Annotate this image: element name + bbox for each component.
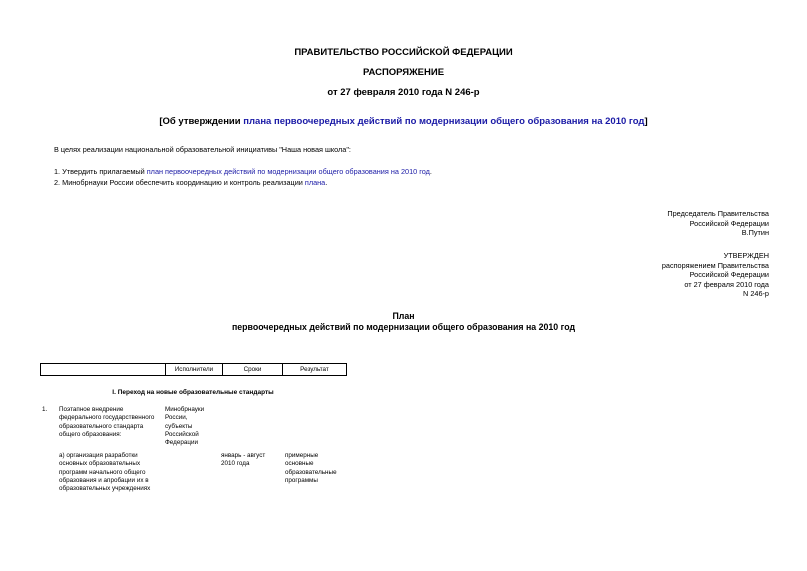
- subject-link[interactable]: плана первоочередных действий по модернизации общего образования на 2010 год: [243, 116, 645, 127]
- subrow-term-line: январь - август: [221, 452, 266, 459]
- list-item: [54, 178, 327, 188]
- row-executor-line: Российской: [165, 430, 199, 438]
- government-title: ПРАВИТЕЛЬСТВО РОССИЙСКОЙ ФЕДЕРАЦИИ: [294, 47, 513, 58]
- subrow-action-line: образования и апробации их в: [59, 476, 149, 484]
- subrow-action: [59, 452, 163, 493]
- subrow-action-line: а) организация разработки: [59, 452, 138, 459]
- subrow-result-line: примерные: [285, 452, 319, 459]
- approval-line: Российской Федерации: [689, 270, 769, 280]
- column-header-empty: [41, 364, 166, 376]
- item-1-suffix: .: [429, 167, 432, 176]
- row-executor: [165, 406, 221, 447]
- item-1-prefix: 1. Утвердить прилагаемый: [54, 167, 147, 176]
- list-item: [54, 167, 432, 177]
- row-executor-line: Минобрнауки: [165, 406, 205, 413]
- section-title: I. Переход на новые образовательные стандарты: [112, 389, 274, 396]
- signature-block: [667, 209, 769, 238]
- approval-line: от 27 февраля 2010 года: [684, 279, 769, 289]
- subrow-action-line: образовательных учреждениях: [59, 485, 151, 493]
- row-executor-line: Федерации: [165, 439, 198, 447]
- plan-title: План: [392, 311, 415, 321]
- subject-suffix: ]: [644, 116, 648, 127]
- document-subject: [0, 116, 807, 127]
- document-date-number: от 27 февраля 2010 года N 246-р: [327, 87, 480, 98]
- signature-line: Российской Федерации: [689, 218, 769, 228]
- plan-link[interactable]: план первоочередных действий по модернизации общего образования на 2010 год: [146, 167, 430, 176]
- approval-line: N 246-р: [743, 289, 769, 299]
- item-2-suffix: .: [325, 178, 328, 187]
- row-executor-line: России,: [165, 414, 188, 422]
- subrow-action-line: программ начального общего: [59, 468, 146, 476]
- subrow-result-line: основные: [285, 460, 314, 468]
- row-executor-line: субъекты: [165, 422, 193, 430]
- row-action-line: образовательного стандарта: [59, 422, 144, 430]
- subrow-action-line: основных образовательных: [59, 460, 141, 468]
- column-header-terms: Сроки: [223, 364, 283, 376]
- subrow-term: [221, 452, 281, 469]
- plan-subtitle: первоочередных действий по модернизации общего образования на 2010 год: [231, 322, 576, 332]
- subrow-result: [285, 452, 347, 485]
- row-action-line: федерального государственного: [59, 414, 155, 422]
- column-header-result: Результат: [283, 364, 347, 376]
- document-type: РАСПОРЯЖЕНИЕ: [362, 67, 445, 78]
- subrow-result-line: образовательные: [285, 468, 337, 476]
- intro-text: В целях реализации национальной образовательной инициативы "Наша новая школа":: [54, 145, 351, 154]
- row-action: [59, 406, 163, 439]
- item-2-prefix: 2. Минобрнауки России обеспечить координацию и контроль реализации: [54, 178, 305, 187]
- approval-line: УТВЕРЖДЕН: [723, 251, 769, 260]
- row-action-line: общего образования:: [59, 430, 122, 438]
- column-header-executors: Исполнители: [166, 364, 223, 376]
- subrow-term-line: 2010 года: [221, 460, 250, 468]
- plan-table-header: [40, 363, 347, 376]
- subrow-result-line: программы: [285, 476, 318, 484]
- row-action-line: Поэтапное внедрение: [59, 406, 124, 413]
- approval-block: [662, 251, 769, 299]
- subject-prefix: [Об утверждении: [159, 116, 244, 127]
- row-number: 1.: [42, 406, 48, 413]
- signature-line: Председатель Правительства: [667, 209, 769, 218]
- plan-short-link[interactable]: плана: [304, 178, 326, 187]
- approval-line: распоряжением Правительства: [661, 260, 769, 270]
- signature-name: В.Путин: [741, 228, 769, 238]
